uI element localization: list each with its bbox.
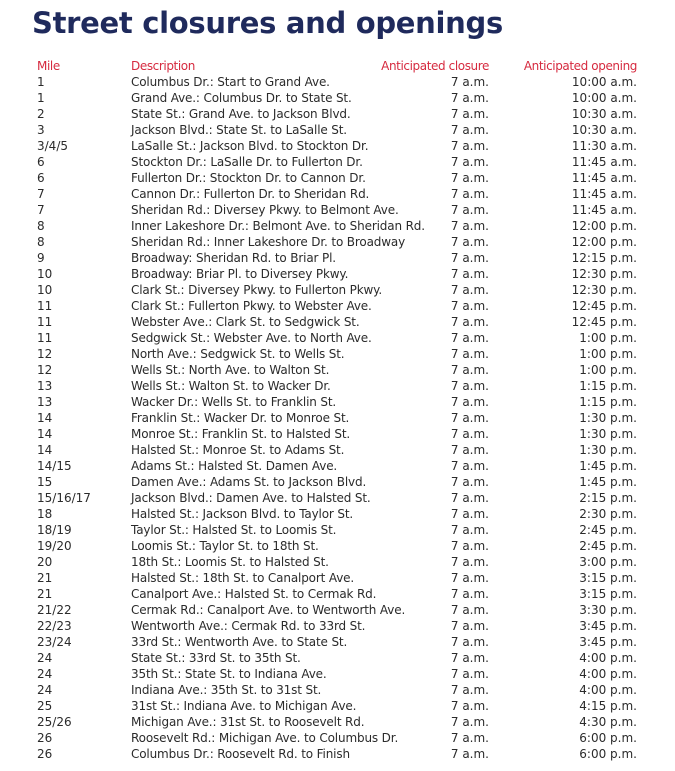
opening-cell: 10:30 a.m. bbox=[571, 123, 637, 137]
table-header-row bbox=[0, 58, 675, 74]
opening-cell: 1:30 p.m. bbox=[579, 411, 637, 425]
description-cell: Jackson Blvd.: Damen Ave. to Halsted St. bbox=[131, 491, 371, 505]
opening-cell: 2:30 p.m. bbox=[579, 507, 637, 521]
description-cell: Jackson Blvd.: State St. to LaSalle St. bbox=[131, 123, 347, 137]
table-row bbox=[0, 314, 675, 330]
opening-cell: 2:45 p.m. bbox=[579, 523, 637, 537]
description-cell: Columbus Dr.: Roosevelt Rd. to Finish bbox=[131, 747, 350, 761]
description-cell: Canalport Ave.: Halsted St. to Cermak Rd. bbox=[131, 587, 377, 601]
table-row bbox=[0, 506, 675, 522]
closure-cell: 7 a.m. bbox=[450, 683, 489, 697]
opening-cell: 1:00 p.m. bbox=[579, 347, 637, 361]
opening-cell: 12:30 p.m. bbox=[571, 283, 637, 297]
table-row bbox=[0, 602, 675, 618]
closure-cell: 7 a.m. bbox=[450, 187, 489, 201]
table-row bbox=[0, 442, 675, 458]
table-row bbox=[0, 362, 675, 378]
table-body bbox=[0, 74, 675, 762]
closure-cell: 7 a.m. bbox=[450, 235, 489, 249]
closure-cell: 7 a.m. bbox=[450, 123, 489, 137]
description-cell: Cannon Dr.: Fullerton Dr. to Sheridan Rd. bbox=[131, 187, 370, 201]
closure-cell: 7 a.m. bbox=[450, 427, 489, 441]
opening-cell: 4:00 p.m. bbox=[579, 667, 637, 681]
mile-cell: 15/16/17 bbox=[37, 491, 91, 505]
table-row bbox=[0, 234, 675, 250]
mile-cell: 13 bbox=[37, 379, 53, 393]
mile-cell: 23/24 bbox=[37, 635, 72, 649]
description-cell: Wells St.: Walton St. to Wacker Dr. bbox=[131, 379, 331, 393]
mile-cell: 7 bbox=[37, 187, 45, 201]
closure-cell: 7 a.m. bbox=[450, 571, 489, 585]
table-row bbox=[0, 90, 675, 106]
description-cell: 18th St.: Loomis St. to Halsted St. bbox=[131, 555, 329, 569]
mile-cell: 24 bbox=[37, 651, 53, 665]
opening-cell: 11:30 a.m. bbox=[571, 139, 637, 153]
table-row bbox=[0, 554, 675, 570]
table-row bbox=[0, 394, 675, 410]
opening-cell: 1:00 p.m. bbox=[579, 331, 637, 345]
closure-cell: 7 a.m. bbox=[450, 107, 489, 121]
opening-cell: 1:45 p.m. bbox=[579, 475, 637, 489]
opening-cell: 2:15 p.m. bbox=[579, 491, 637, 505]
description-cell: Halsted St.: Monroe St. to Adams St. bbox=[131, 443, 345, 457]
opening-cell: 1:00 p.m. bbox=[579, 363, 637, 377]
mile-cell: 19/20 bbox=[37, 539, 72, 553]
mile-cell: 12 bbox=[37, 363, 53, 377]
table-row bbox=[0, 330, 675, 346]
closure-cell: 7 a.m. bbox=[450, 715, 489, 729]
opening-cell: 4:00 p.m. bbox=[579, 651, 637, 665]
opening-cell: 1:45 p.m. bbox=[579, 459, 637, 473]
opening-cell: 4:30 p.m. bbox=[579, 715, 637, 729]
header-mile: Mile bbox=[37, 59, 60, 73]
closure-cell: 7 a.m. bbox=[450, 507, 489, 521]
description-cell: Adams St.: Halsted St. Damen Ave. bbox=[131, 459, 338, 473]
mile-cell: 24 bbox=[37, 683, 53, 697]
mile-cell: 15 bbox=[37, 475, 53, 489]
closure-cell: 7 a.m. bbox=[450, 219, 489, 233]
description-cell: Wells St.: North Ave. to Walton St. bbox=[131, 363, 330, 377]
mile-cell: 1 bbox=[37, 75, 45, 89]
table-row bbox=[0, 458, 675, 474]
mile-cell: 22/23 bbox=[37, 619, 72, 633]
description-cell: Wacker Dr.: Wells St. to Franklin St. bbox=[131, 395, 337, 409]
description-cell: Monroe St.: Franklin St. to Halsted St. bbox=[131, 427, 351, 441]
description-cell: Sheridan Rd.: Inner Lakeshore Dr. to Broadway bbox=[131, 235, 406, 249]
description-cell: Indiana Ave.: 35th St. to 31st St. bbox=[131, 683, 322, 697]
mile-cell: 7 bbox=[37, 203, 45, 217]
opening-cell: 10:30 a.m. bbox=[571, 107, 637, 121]
opening-cell: 6:00 p.m. bbox=[579, 747, 637, 761]
closure-cell: 7 a.m. bbox=[450, 459, 489, 473]
opening-cell: 12:45 p.m. bbox=[571, 315, 637, 329]
table-row bbox=[0, 410, 675, 426]
opening-cell: 1:15 p.m. bbox=[579, 395, 637, 409]
closure-cell: 7 a.m. bbox=[450, 379, 489, 393]
page-title: Street closures and openings bbox=[32, 6, 503, 40]
mile-cell: 11 bbox=[37, 299, 53, 313]
description-cell: Inner Lakeshore Dr.: Belmont Ave. to Sheridan Rd. bbox=[131, 219, 425, 233]
closure-cell: 7 a.m. bbox=[450, 651, 489, 665]
mile-cell: 18/19 bbox=[37, 523, 72, 537]
closure-cell: 7 a.m. bbox=[450, 299, 489, 313]
mile-cell: 14 bbox=[37, 411, 53, 425]
table-row bbox=[0, 202, 675, 218]
opening-cell: 4:00 p.m. bbox=[579, 683, 637, 697]
mile-cell: 21 bbox=[37, 571, 53, 585]
mile-cell: 25/26 bbox=[37, 715, 72, 729]
mile-cell: 3 bbox=[37, 123, 45, 137]
mile-cell: 8 bbox=[37, 219, 45, 233]
opening-cell: 10:00 a.m. bbox=[571, 91, 637, 105]
description-cell: Wentworth Ave.: Cermak Rd. to 33rd St. bbox=[131, 619, 366, 633]
opening-cell: 3:00 p.m. bbox=[579, 555, 637, 569]
table-row bbox=[0, 106, 675, 122]
description-cell: Damen Ave.: Adams St. to Jackson Blvd. bbox=[131, 475, 367, 489]
table-row bbox=[0, 490, 675, 506]
opening-cell: 1:30 p.m. bbox=[579, 427, 637, 441]
mile-cell: 3/4/5 bbox=[37, 139, 68, 153]
table-row bbox=[0, 570, 675, 586]
mile-cell: 10 bbox=[37, 283, 53, 297]
description-cell: Taylor St.: Halsted St. to Loomis St. bbox=[131, 523, 337, 537]
closure-cell: 7 a.m. bbox=[450, 267, 489, 281]
description-cell: Clark St.: Diversey Pkwy. to Fullerton Pkwy. bbox=[131, 283, 383, 297]
opening-cell: 3:45 p.m. bbox=[579, 619, 637, 633]
mile-cell: 6 bbox=[37, 155, 45, 169]
mile-cell: 2 bbox=[37, 107, 45, 121]
table-row bbox=[0, 74, 675, 90]
mile-cell: 12 bbox=[37, 347, 53, 361]
closure-cell: 7 a.m. bbox=[450, 443, 489, 457]
mile-cell: 26 bbox=[37, 747, 53, 761]
description-cell: Sedgwick St.: Webster Ave. to North Ave. bbox=[131, 331, 372, 345]
mile-cell: 21/22 bbox=[37, 603, 72, 617]
mile-cell: 6 bbox=[37, 171, 45, 185]
mile-cell: 26 bbox=[37, 731, 53, 745]
table-row bbox=[0, 730, 675, 746]
closure-cell: 7 a.m. bbox=[450, 555, 489, 569]
table-row bbox=[0, 650, 675, 666]
table-row bbox=[0, 618, 675, 634]
description-cell: LaSalle St.: Jackson Blvd. to Stockton Dr. bbox=[131, 139, 369, 153]
mile-cell: 11 bbox=[37, 331, 53, 345]
closure-cell: 7 a.m. bbox=[450, 251, 489, 265]
closure-cell: 7 a.m. bbox=[450, 539, 489, 553]
description-cell: Broadway: Briar Pl. to Diversey Pkwy. bbox=[131, 267, 349, 281]
opening-cell: 12:00 p.m. bbox=[571, 219, 637, 233]
mile-cell: 11 bbox=[37, 315, 53, 329]
description-cell: 31st St.: Indiana Ave. to Michigan Ave. bbox=[131, 699, 357, 713]
description-cell: Webster Ave.: Clark St. to Sedgwick St. bbox=[131, 315, 360, 329]
description-cell: 33rd St.: Wentworth Ave. to State St. bbox=[131, 635, 348, 649]
table-row bbox=[0, 170, 675, 186]
description-cell: Fullerton Dr.: Stockton Dr. to Cannon Dr. bbox=[131, 171, 366, 185]
mile-cell: 1 bbox=[37, 91, 45, 105]
opening-cell: 1:30 p.m. bbox=[579, 443, 637, 457]
opening-cell: 12:00 p.m. bbox=[571, 235, 637, 249]
mile-cell: 24 bbox=[37, 667, 53, 681]
table-row bbox=[0, 282, 675, 298]
closure-cell: 7 a.m. bbox=[450, 75, 489, 89]
closure-cell: 7 a.m. bbox=[450, 203, 489, 217]
description-cell: 35th St.: State St. to Indiana Ave. bbox=[131, 667, 327, 681]
mile-cell: 9 bbox=[37, 251, 45, 265]
opening-cell: 11:45 a.m. bbox=[571, 171, 637, 185]
table-row bbox=[0, 714, 675, 730]
description-cell: Halsted St.: 18th St. to Canalport Ave. bbox=[131, 571, 355, 585]
opening-cell: 3:15 p.m. bbox=[579, 587, 637, 601]
closure-cell: 7 a.m. bbox=[450, 331, 489, 345]
description-cell: Stockton Dr.: LaSalle Dr. to Fullerton Dr. bbox=[131, 155, 363, 169]
header-anticipated-closure: Anticipated closure bbox=[381, 59, 489, 73]
table-row bbox=[0, 634, 675, 650]
closure-cell: 7 a.m. bbox=[450, 731, 489, 745]
opening-cell: 11:45 a.m. bbox=[571, 203, 637, 217]
opening-cell: 12:45 p.m. bbox=[571, 299, 637, 313]
description-cell: Cermak Rd.: Canalport Ave. to Wentworth Ave. bbox=[131, 603, 406, 617]
table-row bbox=[0, 522, 675, 538]
closure-cell: 7 a.m. bbox=[450, 635, 489, 649]
mile-cell: 10 bbox=[37, 267, 53, 281]
opening-cell: 10:00 a.m. bbox=[571, 75, 637, 89]
mile-cell: 13 bbox=[37, 395, 53, 409]
table-row bbox=[0, 250, 675, 266]
table-row bbox=[0, 154, 675, 170]
closure-cell: 7 a.m. bbox=[450, 395, 489, 409]
description-cell: North Ave.: Sedgwick St. to Wells St. bbox=[131, 347, 345, 361]
opening-cell: 11:45 a.m. bbox=[571, 187, 637, 201]
mile-cell: 14/15 bbox=[37, 459, 72, 473]
description-cell: Grand Ave.: Columbus Dr. to State St. bbox=[131, 91, 352, 105]
closure-cell: 7 a.m. bbox=[450, 667, 489, 681]
opening-cell: 6:00 p.m. bbox=[579, 731, 637, 745]
closure-cell: 7 a.m. bbox=[450, 283, 489, 297]
table-row bbox=[0, 698, 675, 714]
closures-table bbox=[0, 58, 675, 762]
table-row bbox=[0, 746, 675, 762]
description-cell: Halsted St.: Jackson Blvd. to Taylor St. bbox=[131, 507, 354, 521]
opening-cell: 12:15 p.m. bbox=[571, 251, 637, 265]
description-cell: Columbus Dr.: Start to Grand Ave. bbox=[131, 75, 330, 89]
description-cell: Loomis St.: Taylor St. to 18th St. bbox=[131, 539, 319, 553]
closure-cell: 7 a.m. bbox=[450, 603, 489, 617]
table-row bbox=[0, 298, 675, 314]
header-description: Description bbox=[131, 59, 195, 73]
mile-cell: 8 bbox=[37, 235, 45, 249]
opening-cell: 2:45 p.m. bbox=[579, 539, 637, 553]
closure-cell: 7 a.m. bbox=[450, 363, 489, 377]
opening-cell: 3:15 p.m. bbox=[579, 571, 637, 585]
description-cell: Franklin St.: Wacker Dr. to Monroe St. bbox=[131, 411, 350, 425]
closure-cell: 7 a.m. bbox=[450, 747, 489, 761]
opening-cell: 3:45 p.m. bbox=[579, 635, 637, 649]
table-row bbox=[0, 682, 675, 698]
closure-cell: 7 a.m. bbox=[450, 347, 489, 361]
opening-cell: 3:30 p.m. bbox=[579, 603, 637, 617]
closure-cell: 7 a.m. bbox=[450, 475, 489, 489]
table-row bbox=[0, 378, 675, 394]
mile-cell: 14 bbox=[37, 427, 53, 441]
mile-cell: 20 bbox=[37, 555, 53, 569]
table-row bbox=[0, 138, 675, 154]
closure-cell: 7 a.m. bbox=[450, 491, 489, 505]
description-cell: State St.: Grand Ave. to Jackson Blvd. bbox=[131, 107, 351, 121]
table-row bbox=[0, 122, 675, 138]
opening-cell: 11:45 a.m. bbox=[571, 155, 637, 169]
closure-cell: 7 a.m. bbox=[450, 171, 489, 185]
description-cell: Broadway: Sheridan Rd. to Briar Pl. bbox=[131, 251, 336, 265]
table-row bbox=[0, 538, 675, 554]
closure-cell: 7 a.m. bbox=[450, 587, 489, 601]
description-cell: State St.: 33rd St. to 35th St. bbox=[131, 651, 301, 665]
closure-cell: 7 a.m. bbox=[450, 619, 489, 633]
table-row bbox=[0, 426, 675, 442]
description-cell: Michigan Ave.: 31st St. to Roosevelt Rd. bbox=[131, 715, 365, 729]
description-cell: Clark St.: Fullerton Pkwy. to Webster Ave. bbox=[131, 299, 372, 313]
table-row bbox=[0, 474, 675, 490]
table-row bbox=[0, 346, 675, 362]
header-anticipated-opening: Anticipated opening bbox=[523, 59, 637, 73]
closure-cell: 7 a.m. bbox=[450, 523, 489, 537]
closure-cell: 7 a.m. bbox=[450, 139, 489, 153]
closure-cell: 7 a.m. bbox=[450, 411, 489, 425]
mile-cell: 14 bbox=[37, 443, 53, 457]
mile-cell: 25 bbox=[37, 699, 53, 713]
opening-cell: 4:15 p.m. bbox=[579, 699, 637, 713]
table-row bbox=[0, 666, 675, 682]
table-row bbox=[0, 218, 675, 234]
closure-cell: 7 a.m. bbox=[450, 91, 489, 105]
closure-cell: 7 a.m. bbox=[450, 699, 489, 713]
mile-cell: 18 bbox=[37, 507, 53, 521]
closure-cell: 7 a.m. bbox=[450, 155, 489, 169]
mile-cell: 21 bbox=[37, 587, 53, 601]
opening-cell: 12:30 p.m. bbox=[571, 267, 637, 281]
closure-cell: 7 a.m. bbox=[450, 315, 489, 329]
table-row bbox=[0, 266, 675, 282]
table-row bbox=[0, 586, 675, 602]
table-row bbox=[0, 186, 675, 202]
description-cell: Sheridan Rd.: Diversey Pkwy. to Belmont Ave. bbox=[131, 203, 399, 217]
description-cell: Roosevelt Rd.: Michigan Ave. to Columbus Dr. bbox=[131, 731, 399, 745]
opening-cell: 1:15 p.m. bbox=[579, 379, 637, 393]
